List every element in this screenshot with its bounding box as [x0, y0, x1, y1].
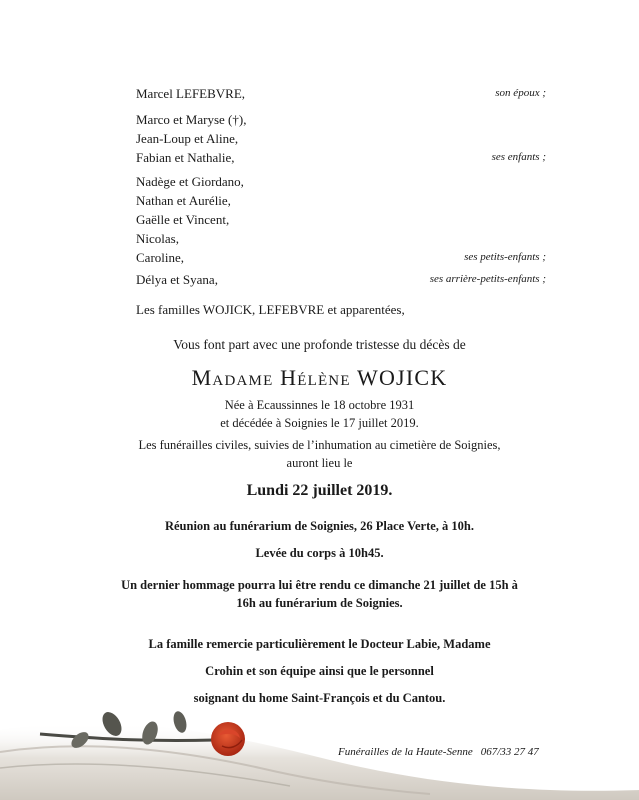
death-text: et décédée à Soignies le 17 juillet 2019.: [220, 416, 419, 430]
family-role: ses arrière-petits-enfants ;: [429, 273, 546, 285]
hommage-block: [0, 576, 639, 612]
family-name: Nathan et Aurélie,: [136, 193, 231, 208]
funeral-info: [0, 436, 639, 472]
family-row-great-grandchildren: [136, 270, 546, 289]
reunion-text: Réunion au funérarium de Soignies, 26 Place Verte, à 10h.: [164, 519, 475, 533]
thanks-line-3: soignant du home Saint-François et du Cantou.: [193, 691, 446, 705]
funeral-date: Lundi 22 juillet 2019.: [246, 482, 393, 499]
beach-rose-illustration: [0, 690, 639, 800]
family-name: Jean-Loup et Aline,: [136, 131, 239, 146]
thanks-line-2: Crohin et son équipe ainsi que le personnel: [205, 664, 434, 678]
family-name: Gaëlle et Vincent,: [136, 212, 230, 227]
family-name: Nadège et Giordano,: [136, 174, 244, 189]
family-role: son époux ;: [495, 87, 546, 99]
family-role: ses petits-enfants ;: [464, 251, 546, 263]
family-name: Fabian et Nathalie,: [136, 150, 235, 165]
family-name: Délya et Syana,: [136, 272, 218, 287]
dates-block: [0, 396, 639, 432]
hommage-line-1: Un dernier hommage pourra lui être rendu ce dimanche 21 juillet de 15h à: [121, 578, 518, 592]
families-line: Les familles WOJICK, LEFEBVRE et apparentées,: [136, 302, 405, 317]
sand-area: [0, 723, 639, 800]
family-row-spouse: [136, 84, 546, 103]
thanks-line-1: La famille remercie particulièrement le Docteur Labie, Madame: [148, 637, 491, 651]
footer-credit: [338, 746, 539, 758]
family-row-grandchildren: [136, 172, 546, 267]
funeral-info-line-1: Les funérailles civiles, suivies de l’inhumation au cimetière de Soignies,: [138, 438, 501, 452]
funeral-phone: 067/33 27 47: [480, 746, 539, 758]
family-row-children: [136, 110, 546, 167]
family-name: Marco et Maryse (†),: [136, 112, 247, 127]
family-name: Marcel LEFEBVRE,: [136, 86, 246, 101]
birth-text: Née à Ecaussinnes le 18 octobre 1931: [224, 398, 415, 412]
levee-text: Levée du corps à 10h45.: [255, 546, 384, 560]
hommage-line-2: 16h au funérarium de Soignies.: [236, 596, 403, 610]
funeral-company: Funérailles de la Haute-Senne: [338, 746, 473, 758]
rose-head: [211, 722, 245, 756]
family-name: Nicolas,: [136, 231, 179, 246]
funeral-info-line-2: auront lieu le: [286, 456, 353, 470]
family-name: Caroline,: [136, 250, 185, 265]
deceased-name: Madame Hélène WOJICK: [191, 365, 448, 390]
intro-text: Vous font part avec une profonde tristesse du décès de: [173, 337, 466, 352]
family-role: ses enfants ;: [491, 151, 546, 163]
